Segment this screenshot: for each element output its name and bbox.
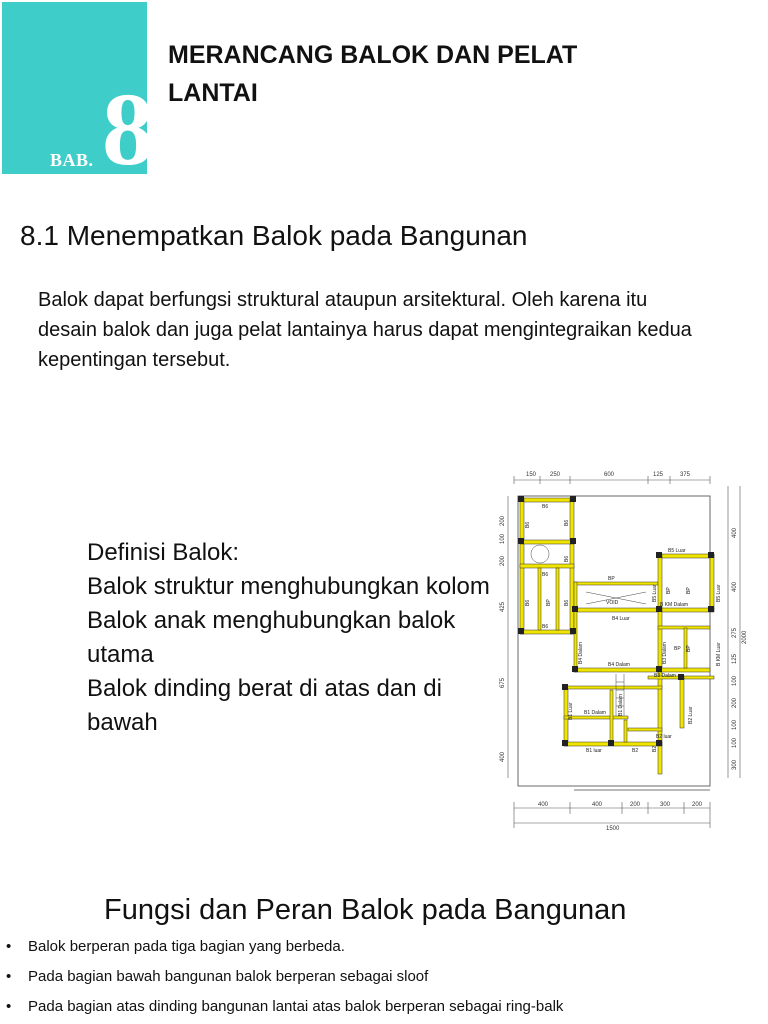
beam-label: B4 Dalam bbox=[608, 662, 630, 668]
beam-label: B6 bbox=[564, 519, 570, 526]
dim-label: 100 bbox=[732, 737, 738, 748]
floor-plan-drawing bbox=[488, 468, 750, 834]
dim-label: 200 bbox=[732, 697, 738, 708]
beam-label: BP bbox=[686, 587, 692, 594]
dim-label: 100 bbox=[732, 675, 738, 686]
list-item-text: Balok berperan pada tiga bagian yang berbeda. bbox=[28, 938, 345, 955]
dim-label: 600 bbox=[604, 472, 615, 478]
page-title: MERANCANG BALOK DAN PELAT LANTAI bbox=[168, 41, 578, 107]
definition-line: Balok struktur menghubungkan kolom bbox=[87, 573, 490, 600]
beam-label: B6 bbox=[542, 504, 549, 510]
dim-label: 125 bbox=[732, 653, 738, 664]
beam-label: B1 Dalam bbox=[618, 694, 624, 716]
functions-heading: Fungsi dan Peran Balok pada Bangunan bbox=[104, 894, 627, 926]
beam-label: BP bbox=[546, 599, 552, 606]
dim-label: 200 bbox=[630, 802, 641, 808]
dim-label: 400 bbox=[500, 751, 506, 762]
functions-list bbox=[6, 932, 766, 1022]
chapter-word: BAB. bbox=[50, 150, 94, 170]
beams bbox=[520, 498, 714, 774]
beam-label: B6 bbox=[542, 572, 549, 578]
definition-block bbox=[87, 536, 492, 740]
dim-label: 300 bbox=[732, 759, 738, 770]
section-heading: 8.1 Menempatkan Balok pada Bangunan bbox=[20, 220, 528, 251]
dim-label: 250 bbox=[550, 472, 561, 478]
list-item-text: Pada bagian atas dinding bangunan lantai atas balok berperan sebagai ring-balk bbox=[28, 998, 564, 1015]
dim-label: 100 bbox=[732, 719, 738, 730]
beam-label: B6 bbox=[542, 624, 549, 630]
definition-line: Balok dinding berat di atas dan di bawah bbox=[87, 675, 442, 736]
list-item bbox=[6, 992, 766, 1022]
floor-plan-figure bbox=[488, 468, 750, 834]
dim-label: 675 bbox=[500, 677, 506, 688]
dim-label: 400 bbox=[732, 527, 738, 538]
beam-label: B6 bbox=[564, 555, 570, 562]
dim-label: 150 bbox=[526, 472, 537, 478]
list-item-text: Pada bagian bawah bangunan balok berperan sebagai sloof bbox=[28, 968, 429, 985]
bullet-icon: • bbox=[6, 998, 12, 1015]
dim-label: 300 bbox=[660, 802, 671, 808]
beam-label: B2 bbox=[632, 748, 639, 754]
dim-label: 375 bbox=[680, 472, 691, 478]
definition-line: Definisi Balok: bbox=[87, 539, 240, 566]
dim-total-label: 1500 bbox=[606, 826, 620, 832]
beam-label: BP bbox=[674, 646, 681, 652]
beam-label: B KM Luar bbox=[716, 642, 722, 666]
beam-label: BP bbox=[686, 645, 692, 652]
beam-label: B3 Dalam bbox=[662, 642, 668, 664]
bullet-icon: • bbox=[6, 968, 12, 985]
beam-label: B2 Luar bbox=[688, 706, 694, 724]
dimension-lines bbox=[508, 476, 740, 828]
dim-label: 100 bbox=[500, 533, 506, 544]
dim-label: 400 bbox=[538, 802, 549, 808]
intro-paragraph: Balok dapat berfungsi struktural ataupun arsitektural. Oleh karena itu desain balok dan juga pelat lantainya harus dapat mengintegraikan kedua kepentingan tersebut. bbox=[38, 289, 692, 371]
dim-label: 200 bbox=[500, 555, 506, 566]
beam-label: B6 bbox=[564, 599, 570, 606]
dim-total-label: 2000 bbox=[742, 630, 748, 644]
dim-label: 400 bbox=[732, 581, 738, 592]
beam-label: BP bbox=[666, 587, 672, 594]
beam-label: B6 bbox=[525, 599, 531, 606]
chapter-badge bbox=[2, 2, 154, 187]
bullet-icon: • bbox=[6, 938, 12, 955]
dim-label: 400 bbox=[592, 802, 603, 808]
beam-label: B1 Dalam bbox=[584, 710, 606, 716]
dim-label: 125 bbox=[653, 472, 664, 478]
beam-label: B4 Luar bbox=[612, 616, 630, 622]
dim-label: 200 bbox=[500, 515, 506, 526]
beam-label: B5 Luar bbox=[668, 548, 686, 554]
beam-label: B1 luar bbox=[586, 748, 602, 754]
beam-label: B4 Dalam bbox=[578, 642, 584, 664]
dim-label: 200 bbox=[692, 802, 703, 808]
beam-label: BP bbox=[608, 576, 615, 582]
definition-line: Balok anak menghubungkan balok utama bbox=[87, 607, 456, 668]
beam-label: B6 bbox=[525, 521, 531, 528]
dim-label: 275 bbox=[732, 627, 738, 638]
beam-label: B KM Dalam bbox=[660, 602, 689, 608]
list-item bbox=[6, 962, 766, 992]
list-item bbox=[6, 932, 766, 962]
dim-label: 425 bbox=[500, 601, 506, 612]
chapter-number: 8 bbox=[102, 72, 154, 187]
beam-label: VOID bbox=[606, 600, 619, 606]
beam-label: B5 Luar bbox=[716, 584, 722, 602]
beam-label: B2 luar bbox=[656, 734, 672, 740]
beam-label: B1 Luar bbox=[568, 702, 574, 720]
beam-label: B3 Dalam bbox=[654, 673, 676, 679]
beam-label: B5 Luar bbox=[652, 584, 658, 602]
beam-label: B2 bbox=[652, 745, 658, 752]
